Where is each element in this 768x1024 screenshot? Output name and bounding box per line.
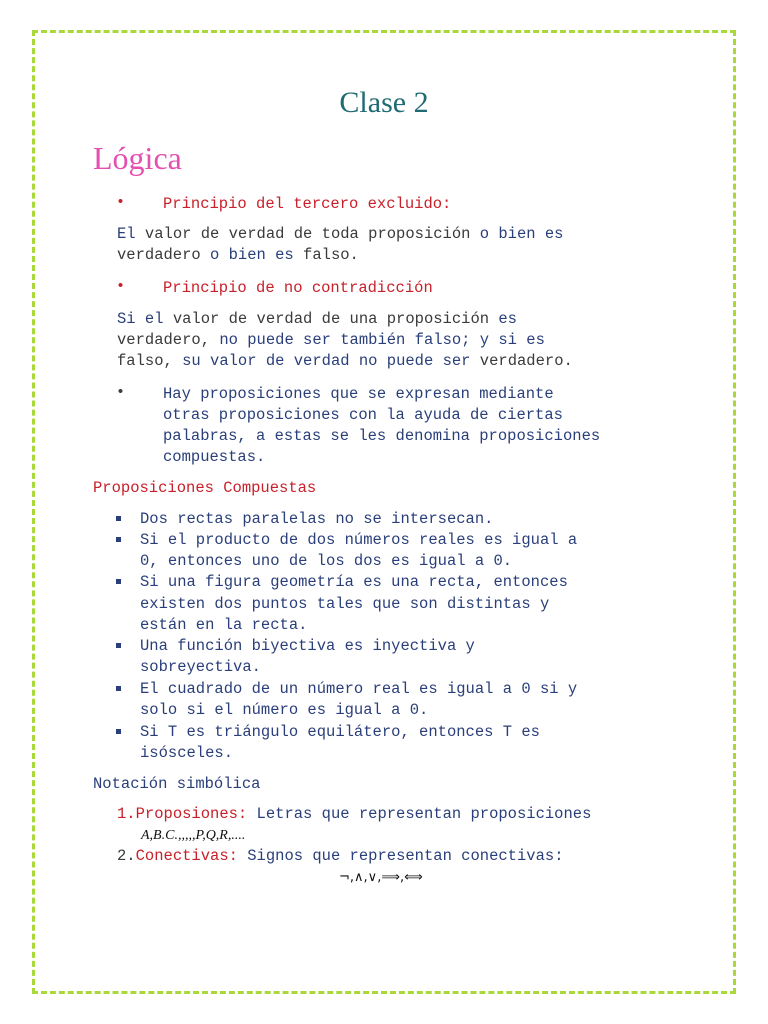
page-title: Clase 2	[339, 86, 429, 119]
notation-item-1: 1.Proposiones: Letras que representan proposiciones	[117, 805, 592, 823]
example-line: 0, entonces uno de los dos es igual a 0.	[140, 552, 513, 570]
principle2-text-line3: falso, su valor de verdad no puede ser verdadero.	[117, 352, 573, 370]
example-line: Si el producto de dos números reales es igual a	[140, 531, 578, 549]
notation-item-2-symbols: ¬,∧,∨,⟹,⟺	[339, 870, 423, 885]
principle1-text-line2: verdadero o bien es falso.	[117, 246, 359, 264]
example-line: Dos rectas paralelas no se intersecan.	[140, 510, 494, 528]
bullet-dot: •	[116, 384, 126, 401]
square-bullet	[116, 686, 121, 691]
example-line: están en la recta.	[140, 616, 308, 634]
example-line: isósceles.	[140, 744, 234, 762]
example-line: Si una figura geometría es una recta, entonces	[140, 573, 568, 591]
section-heading: Lógica	[93, 140, 182, 176]
notation-item-2: 2.Conectivas: Signos que representan conectivas:	[117, 847, 564, 865]
notation-item-1-symbols: A,B.C.,,,,,P,Q,R,....	[141, 828, 246, 843]
square-bullet	[116, 579, 121, 584]
bullet-dot: •	[116, 278, 126, 295]
principle2-label: Principio de no contradicción	[163, 279, 433, 297]
principle1-label: Principio del tercero excluido:	[163, 195, 452, 213]
square-bullet	[116, 537, 121, 542]
compound-intro-line: palabras, a estas se les denomina proposiciones	[163, 427, 601, 445]
compound-intro-line: compuestas.	[163, 448, 266, 466]
square-bullet	[116, 729, 121, 734]
example-line: Una función biyectiva es inyectiva y	[140, 637, 475, 655]
example-line: existen dos puntos tales que son distintas y	[140, 595, 550, 613]
notation-heading: Notación simbólica	[93, 775, 261, 793]
principle1-text-line1: El valor de verdad de toda proposición o bien es	[117, 225, 564, 243]
principle2-text-line2: verdadero, no puede ser también falso; y si es	[117, 331, 545, 349]
principle2-text-line1: Si el valor de verdad de una proposición es	[117, 310, 517, 328]
compound-intro-line: Hay proposiciones que se expresan mediante	[163, 385, 554, 403]
square-bullet	[116, 516, 121, 521]
bullet-dot: •	[116, 194, 126, 211]
example-line: El cuadrado de un número real es igual a 0 si y	[140, 680, 578, 698]
compound-heading: Proposiciones Compuestas	[93, 479, 317, 497]
square-bullet	[116, 643, 121, 648]
example-line: sobreyectiva.	[140, 658, 261, 676]
example-line: Si T es triángulo equilátero, entonces T es	[140, 723, 540, 741]
example-line: solo si el número es igual a 0.	[140, 701, 429, 719]
compound-intro-line: otras proposiciones con la ayuda de ciertas	[163, 406, 563, 424]
